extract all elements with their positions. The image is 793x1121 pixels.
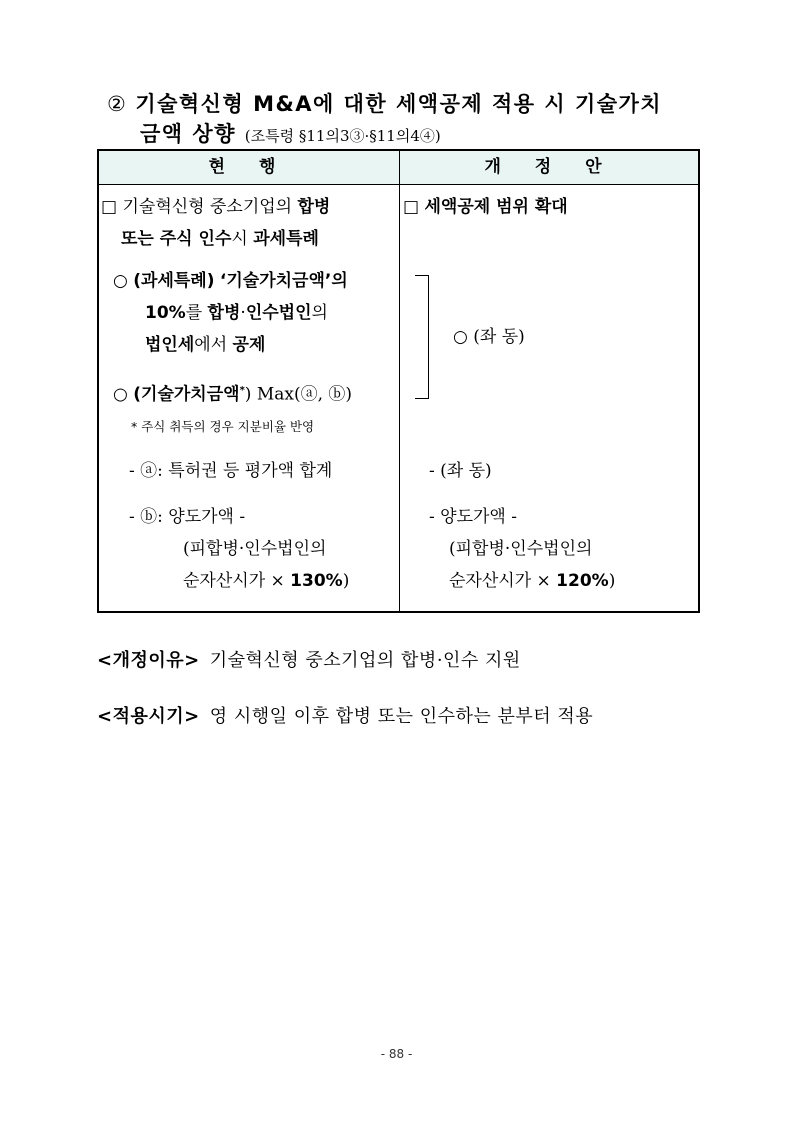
right-b-line3: [449, 567, 615, 595]
column-divider: [399, 151, 400, 611]
left-b-line1: - ⓑ: 양도가액 -: [129, 507, 246, 527]
page-number: - 88 -: [380, 1047, 413, 1061]
comparison-table: [97, 149, 700, 613]
title-reference: (조특령 §11의3③·§11의4④): [244, 127, 441, 145]
title-text-1: 기술혁신형 M&A에 대한 세액공제 적용 시 기술가치: [135, 92, 663, 116]
left-item1-text-e: 과세특례: [253, 229, 319, 249]
left-b-line3-end: ): [342, 571, 350, 591]
right-b-line3-end: ): [608, 571, 616, 591]
left-b-line2: (피합병·인수법인의: [183, 539, 327, 559]
left-item1-text-c: 또는 주식 인수: [121, 229, 232, 249]
right-item1-text: 세액공제 범위 확대: [424, 197, 568, 217]
revision-reason-text: 기술혁신형 중소기업의 합병·인수 지원: [209, 650, 521, 671]
left-item2-text-b: ‘기술가치금액’의: [219, 271, 348, 291]
bullet-circle-icon: ○: [113, 271, 128, 291]
effective-date-text: 영 시행일 이후 합병 또는 인수하는 분부터 적용: [209, 706, 594, 727]
right-item1: [403, 193, 568, 221]
left-item2-text-a: (과세특례): [133, 271, 215, 291]
left-b-line3-percent: 130%: [290, 571, 343, 591]
section-title: [107, 90, 707, 150]
right-item2: ○ (좌 동): [453, 327, 525, 347]
left-item1-line2: [121, 225, 319, 253]
left-item2-text-f: ·: [240, 303, 246, 323]
left-item2-text-c: 10%: [145, 303, 186, 323]
title-line-1: [107, 90, 707, 118]
right-b-line2: (피합병·인수법인의: [449, 539, 593, 559]
left-item3-line: [113, 377, 352, 409]
effective-date-label: <적용시기>: [97, 706, 200, 727]
left-item2-text-d: 를: [185, 303, 203, 323]
left-item1-text-d: 시: [231, 229, 248, 249]
left-item2-line2: [145, 299, 328, 327]
footnote-star: *: [239, 385, 245, 396]
right-b-line1: - 양도가액 -: [429, 507, 517, 527]
left-b-line3-text: 순자산시가 ×: [183, 571, 285, 591]
header-current: 현 행: [208, 157, 290, 177]
left-item1-text-b: 합병: [297, 197, 331, 217]
left-item1-line1: [101, 193, 330, 221]
left-item3-text-a: (기술가치금액: [133, 384, 240, 405]
right-b-line3-text: 순자산시가 ×: [449, 571, 551, 591]
left-item2-line3: [145, 331, 265, 359]
left-a-line: - ⓐ: 특허권 등 평가액 합계: [129, 461, 333, 481]
title-text-2: 금액 상향: [140, 122, 236, 146]
left-item2-text-h: 의: [311, 303, 328, 323]
left-item2-line1: [113, 267, 348, 295]
bracket-line: [415, 275, 429, 399]
left-item2-text-g: 인수법인: [245, 303, 312, 323]
left-b-line3: [183, 567, 349, 595]
left-item2-text-k: 공제: [232, 335, 266, 355]
title-number: ②: [107, 92, 128, 116]
left-note: * 주식 취득의 경우 지분비율 반영: [131, 419, 315, 434]
right-b-line3-percent: 120%: [556, 571, 609, 591]
left-item2-text-e: 합병: [207, 303, 241, 323]
revision-reason: [97, 646, 521, 672]
checkbox-square-icon: □: [403, 197, 420, 217]
left-item1-text-a: 기술혁신형 중소기업의: [122, 197, 293, 217]
right-a-line: - (좌 동): [429, 461, 492, 481]
effective-date: [97, 702, 593, 728]
checkbox-square-icon: □: [101, 197, 118, 217]
title-line-2: [140, 120, 707, 150]
left-item2-text-i: 법인세: [145, 335, 195, 355]
revision-reason-label: <개정이유>: [97, 650, 200, 671]
left-item2-text-j: 에서: [194, 335, 228, 355]
left-item3-text-b: ) Max(ⓐ, ⓑ): [244, 384, 353, 405]
header-proposed: 개 정 안: [484, 157, 616, 177]
bullet-circle-icon: ○: [113, 384, 128, 405]
